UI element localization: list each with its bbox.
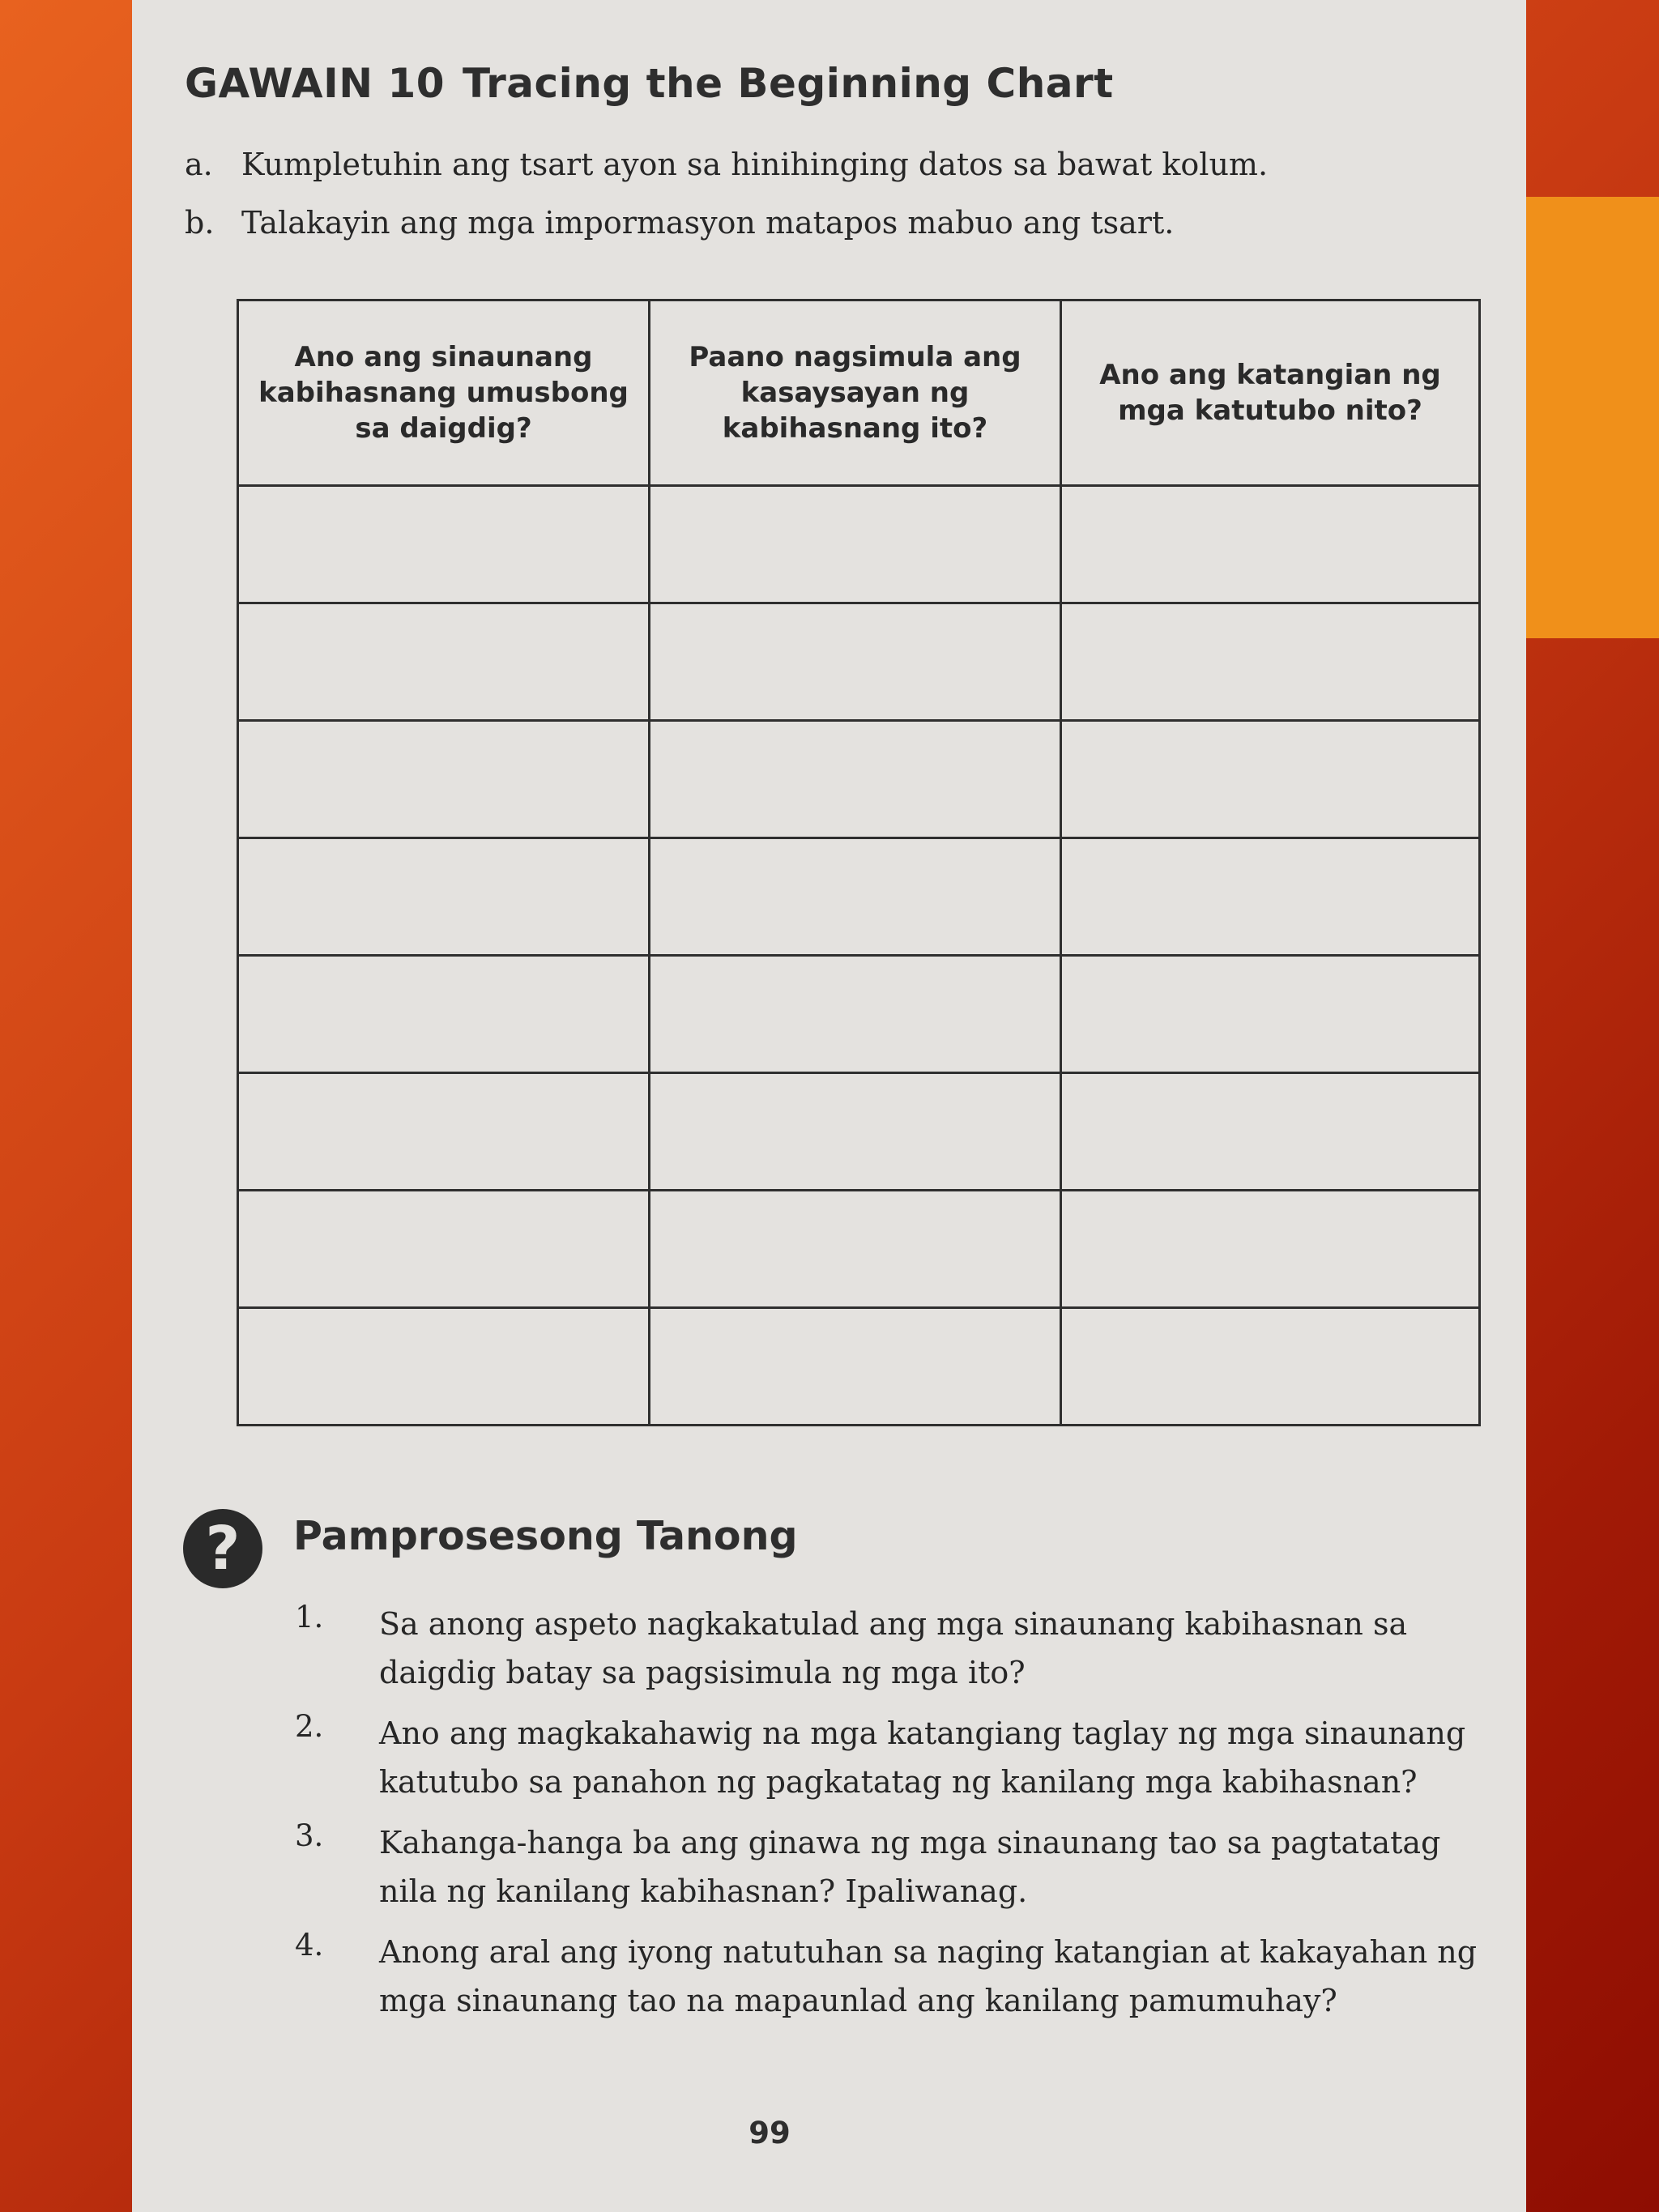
instruction-letter: a. <box>185 147 213 182</box>
question-number: 4. <box>295 1928 324 1963</box>
processing-questions-title: Pamprosesong Tanong <box>293 1513 798 1559</box>
question-text: Ano ang magkakahawig na mga katangiang taglay ng mga sinaunang katutubo sa panahon ng pagkatatag ng kanilang mga kabihasnan? <box>379 1715 1466 1800</box>
table-cell <box>238 838 650 956</box>
question-number: 2. <box>295 1709 324 1744</box>
question-item <box>295 1600 1478 1697</box>
table-cell <box>650 956 1061 1073</box>
table-cell <box>650 721 1061 838</box>
accent-block <box>1526 197 1659 638</box>
table-header-row <box>238 300 1480 486</box>
table-row <box>238 838 1480 956</box>
table-cell <box>650 838 1061 956</box>
activity-title: Tracing the Beginning Chart <box>463 60 1114 107</box>
instruction-b <box>185 205 1174 241</box>
question-text: Sa anong aspeto nagkakatulad ang mga sinaunang kabihasnan sa daigdig batay sa pagsisimula ng mga ito? <box>379 1606 1408 1690</box>
table-cell <box>650 1191 1061 1308</box>
table-cell <box>238 603 650 721</box>
column-header-history-start: Paano nagsimula ang kasaysayan ng kabihasnang ito? <box>650 300 1061 486</box>
table-cell <box>650 1308 1061 1426</box>
question-item <box>295 1928 1478 2025</box>
table-cell <box>238 956 650 1073</box>
table-row <box>238 1073 1480 1191</box>
question-mark-icon: ? <box>183 1509 262 1588</box>
question-number: 3. <box>295 1818 324 1853</box>
table-cell <box>1061 838 1480 956</box>
question-text: Anong aral ang iyong natutuhan sa naging katangian at kakayahan ng mga sinaunang tao na mapaunlad ang kanilang pamumuhay? <box>379 1934 1478 2018</box>
question-number: 1. <box>295 1600 324 1634</box>
table-cell <box>238 1308 650 1426</box>
page-number: 99 <box>748 2116 791 2150</box>
table-cell <box>1061 603 1480 721</box>
instruction-a <box>185 147 1268 182</box>
table-row <box>238 486 1480 603</box>
table-cell <box>1061 486 1480 603</box>
table-cell <box>650 486 1061 603</box>
instruction-text: Kumpletuhin ang tsart ayon sa hinihinging datos sa bawat kolum. <box>241 147 1269 182</box>
table-cell <box>1061 721 1480 838</box>
question-item <box>295 1709 1478 1806</box>
table-cell <box>650 603 1061 721</box>
table-row <box>238 721 1480 838</box>
table-cell <box>238 721 650 838</box>
instruction-letter: b. <box>185 205 215 241</box>
table-cell <box>1061 1191 1480 1308</box>
activity-label: GAWAIN 10 <box>185 60 446 107</box>
question-item <box>295 1818 1478 1916</box>
column-header-civilization: Ano ang sinaunang kabihasnang umusbong sa daigdig? <box>238 300 650 486</box>
table-cell <box>1061 956 1480 1073</box>
instruction-text: Talakayin ang mga impormasyon matapos mabuo ang tsart. <box>241 205 1175 241</box>
column-header-native-traits: Ano ang katangian ng mga katutubo nito? <box>1061 300 1480 486</box>
tracing-chart-table <box>237 299 1481 1426</box>
table-row <box>238 1191 1480 1308</box>
table-cell <box>650 1073 1061 1191</box>
question-text: Kahanga-hanga ba ang ginawa ng mga sinaunang tao sa pagtatatag nila ng kanilang kabihasnan? Ipaliwanag. <box>379 1825 1441 1909</box>
activity-heading <box>185 60 1114 107</box>
table-cell <box>1061 1308 1480 1426</box>
table-cell <box>1061 1073 1480 1191</box>
table-cell <box>238 1191 650 1308</box>
table-cell <box>238 1073 650 1191</box>
table-cell <box>238 486 650 603</box>
table-row <box>238 956 1480 1073</box>
table-row <box>238 1308 1480 1426</box>
table-row <box>238 603 1480 721</box>
